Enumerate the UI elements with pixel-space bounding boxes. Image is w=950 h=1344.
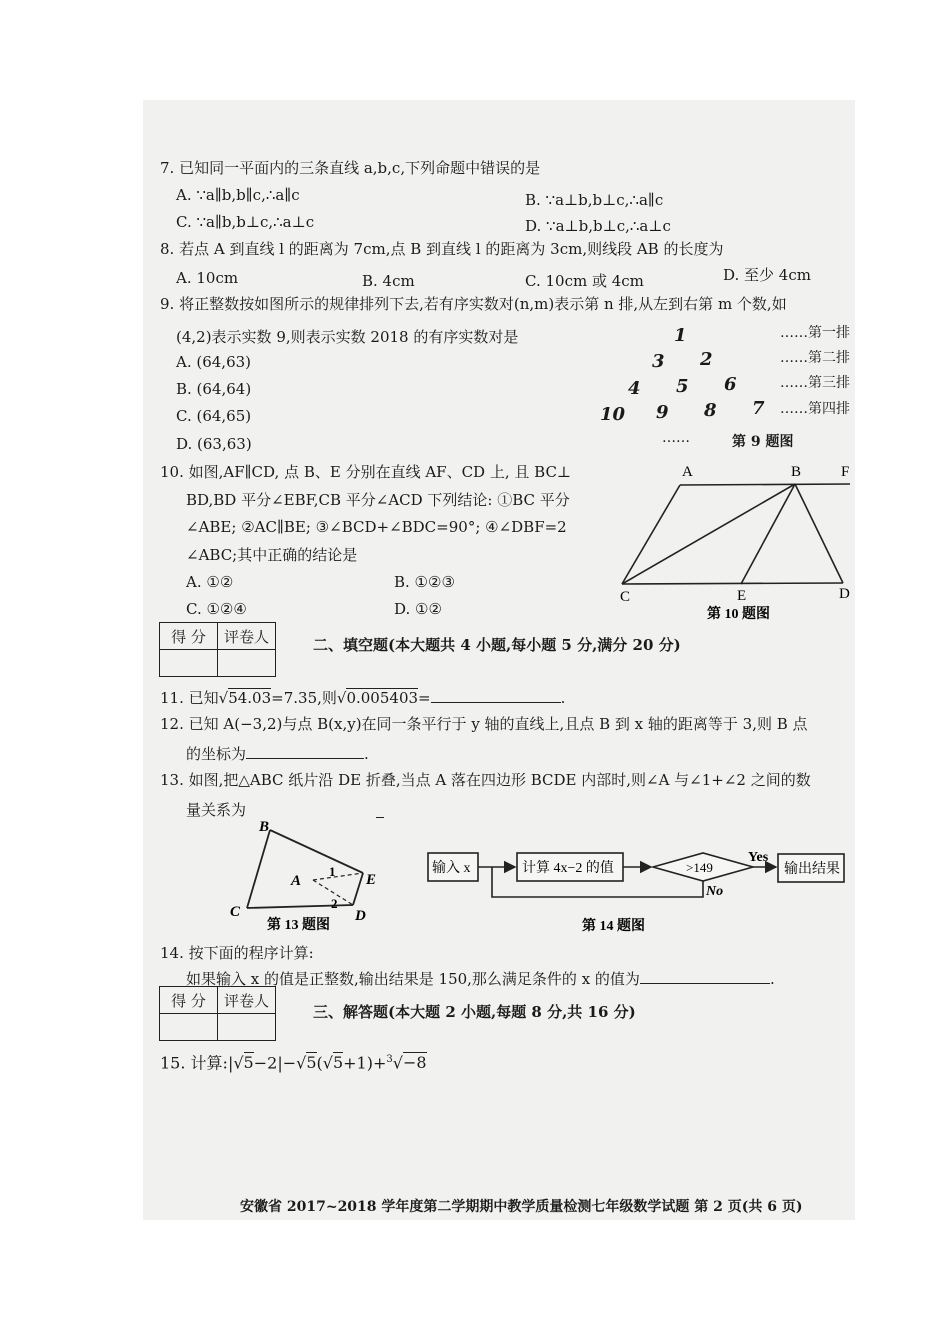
q13-figure bbox=[225, 815, 395, 935]
q10-label-d: D bbox=[839, 586, 850, 602]
score-header: 得 分 bbox=[160, 987, 218, 1014]
q10-label-c: C bbox=[620, 589, 631, 605]
q15 bbox=[160, 1050, 427, 1073]
q8-option-c: C. 10cm 或 4cm bbox=[525, 272, 644, 290]
q13-label-a: A bbox=[291, 873, 302, 889]
segment-bc bbox=[622, 484, 795, 584]
sqrt-sign-icon: √ bbox=[322, 1053, 333, 1073]
q9-option-c: C. (64,65) bbox=[176, 407, 252, 425]
q11-prefix: 11. 已知 bbox=[160, 689, 219, 707]
q14-line1: 14. 按下面的程序计算: bbox=[160, 944, 314, 962]
q9-option-a: A. (64,63) bbox=[176, 353, 252, 371]
score-cell bbox=[160, 1014, 218, 1041]
q12-line1: 12. 已知 A(−3,2)与点 B(x,y)在同一条平行于 y 轴的直线上,且点 B 到 x 轴的距离等于 3,则 B 点 bbox=[160, 715, 808, 733]
segment-bd bbox=[795, 484, 843, 583]
q9-stem-line2: (4,2)表示实数 9,则表示实数 2018 的有序实数对是 bbox=[176, 328, 519, 346]
q15-radicand: 5 bbox=[332, 1053, 344, 1073]
q8-stem: 8. 若点 A 到直线 l 的距离为 7cm,点 B 到直线 l 的距离为 3cm,则线段 AB 的长度为 bbox=[160, 240, 724, 258]
q15-minus-2: −2 bbox=[253, 1053, 278, 1073]
q9-fig-row-label: ……第一排 bbox=[780, 325, 850, 341]
q10-option-b: B. ①②③ bbox=[394, 573, 455, 591]
line-cd bbox=[622, 583, 843, 584]
q14-line2-text: 如果输入 x 的值是正整数,输出结果是 150,那么满足条件的 x 的值为 bbox=[186, 970, 640, 988]
grader-cell bbox=[218, 1014, 276, 1041]
paren-open: ( bbox=[316, 1053, 323, 1073]
q7-option-d: D. ∵a⊥b,b⊥c,∴a⊥c bbox=[525, 217, 671, 235]
q15-plus: + bbox=[372, 1053, 387, 1073]
q9-fig-number: 7 bbox=[752, 398, 765, 419]
abs-bar-icon: | bbox=[277, 1053, 283, 1073]
q15-cube-radicand: −8 bbox=[402, 1053, 427, 1073]
grader-header: 评卷人 bbox=[218, 987, 276, 1014]
sqrt-sign-icon: √ bbox=[218, 689, 229, 707]
q12-line2-text: 的坐标为 bbox=[186, 745, 247, 763]
flow-no-label: No bbox=[706, 884, 724, 899]
q11-equals: = bbox=[418, 689, 431, 707]
q8-option-b: B. 4cm bbox=[362, 272, 415, 290]
q10-label-e: E bbox=[737, 588, 747, 604]
q9-fig-number: 6 bbox=[724, 374, 737, 395]
q13-line1: 13. 如图,把△ABC 纸片沿 DE 折叠,当点 A 落在四边形 BCDE 内部时,则∠A 与∠1+∠2 之间的数 bbox=[160, 771, 811, 789]
q9-option-b: B. (64,64) bbox=[176, 380, 252, 398]
q10-option-a: A. ①② bbox=[186, 573, 234, 591]
score-box-section2 bbox=[159, 622, 276, 677]
line-af bbox=[680, 484, 850, 485]
flow-calc-label: 计算 4x−2 的值 bbox=[522, 861, 614, 876]
q7-option-a: A. ∵a∥b,b∥c,∴a∥c bbox=[176, 186, 300, 204]
flow-yes-label: Yes bbox=[748, 850, 769, 865]
flow-input-label: 输入 x bbox=[432, 861, 471, 876]
q9-fig-row-label: ……第四排 bbox=[780, 401, 850, 417]
q9-fig-number: 10 bbox=[600, 404, 626, 425]
score-header: 得 分 bbox=[160, 623, 218, 650]
q9-fig-caption: 第 9 题图 bbox=[732, 434, 794, 450]
q15-radicand: 5 bbox=[306, 1053, 317, 1073]
q10-line4: ∠ABC;其中正确的结论是 bbox=[186, 546, 358, 564]
q9-fig-number: 3 bbox=[652, 351, 665, 372]
flow-output-label: 输出结果 bbox=[784, 862, 840, 877]
q9-option-d: D. (63,63) bbox=[176, 435, 252, 453]
paren-close: ) bbox=[366, 1053, 373, 1073]
q9-stem-line1: 9. 将正整数按如图所示的规律排列下去,若有序实数对(n,m)表示第 n 排,从左到右第 m 个数,如 bbox=[160, 295, 787, 313]
q11-mid: =7.35,则 bbox=[271, 689, 337, 707]
q14-answer-blank bbox=[640, 969, 770, 984]
q10-line3: ∠ABE; ②AC∥BE; ③∠BCD+∠BDC=90°; ④∠DBF=2 bbox=[186, 518, 567, 536]
q9-fig-dots: …… bbox=[662, 430, 690, 446]
grader-cell bbox=[218, 650, 276, 677]
q14-flowchart bbox=[420, 845, 860, 940]
q9-fig-number: 4 bbox=[628, 378, 641, 399]
q13-fig-caption: 第 13 题图 bbox=[267, 918, 330, 933]
segment-bc bbox=[247, 830, 270, 908]
q13-line2: 量关系为 bbox=[186, 801, 247, 819]
q11-answer-blank bbox=[431, 688, 561, 703]
q9-fig-row-label: ……第三排 bbox=[780, 375, 850, 391]
q8-option-a: A. 10cm bbox=[176, 269, 239, 287]
q15-radicand: 5 bbox=[243, 1053, 254, 1073]
q10-line2: BD,BD 平分∠EBF,CB 平分∠ACD 下列结论: ①BC 平分 bbox=[186, 491, 570, 509]
q13-angle-2: 2 bbox=[331, 896, 338, 911]
fold-segment-ae bbox=[313, 873, 363, 880]
q7-option-b: B. ∵a⊥b,b⊥c,∴a∥c bbox=[525, 191, 664, 209]
q9-fig-number: 2 bbox=[700, 349, 713, 370]
q13-label-e: E bbox=[366, 872, 377, 888]
q13-angle-1: 1 bbox=[329, 864, 336, 879]
q10-fig-caption: 第 10 题图 bbox=[707, 607, 770, 622]
q11-radicand-1: 54.03 bbox=[228, 689, 272, 707]
q10-line1: 10. 如图,AF∥CD, 点 B、E 分别在直线 AF、CD 上, 且 BC⊥ bbox=[160, 463, 572, 481]
q9-fig-row-label: ……第二排 bbox=[780, 350, 850, 366]
q10-figure bbox=[600, 455, 860, 630]
score-cell bbox=[160, 650, 218, 677]
flow-decision-label: >149 bbox=[686, 860, 713, 875]
q9-fig-number: 1 bbox=[674, 325, 687, 346]
q13-label-b: B bbox=[259, 819, 270, 835]
page-footer: 安徽省 2017~2018 学年度第二学期期中教学质量检测七年级数学试题 第 2 页(共 6 页) bbox=[240, 1199, 803, 1215]
q12-end: . bbox=[364, 745, 369, 763]
sqrt-sign-icon: √ bbox=[336, 689, 347, 707]
sqrt-sign-icon: √ bbox=[392, 1053, 403, 1073]
sqrt-sign-icon: √ bbox=[296, 1053, 307, 1073]
q10-option-d: D. ①② bbox=[394, 600, 442, 618]
q10-label-f: F bbox=[841, 464, 850, 480]
section3-heading: 三、解答题(本大题 2 小题,每题 8 分,共 16 分) bbox=[313, 1003, 636, 1021]
q14-end: . bbox=[769, 970, 775, 988]
section2-heading: 二、填空题(本大题共 4 小题,每小题 5 分,满分 20 分) bbox=[313, 636, 681, 654]
sqrt-sign-icon: √ bbox=[233, 1053, 244, 1073]
q11-end: . bbox=[560, 689, 566, 707]
q9-fig-number: 9 bbox=[656, 402, 669, 423]
q11-radicand-2: 0.005403 bbox=[346, 689, 419, 707]
q9-fig-number: 8 bbox=[704, 400, 717, 421]
segment-be bbox=[270, 830, 363, 873]
q12-answer-blank bbox=[246, 744, 364, 759]
q13-label-d: D bbox=[355, 908, 366, 924]
q12-line2 bbox=[186, 744, 369, 764]
q15-minus: − bbox=[282, 1053, 297, 1073]
q10-label-b: B bbox=[791, 464, 802, 480]
score-box-section3 bbox=[159, 986, 276, 1041]
q13-label-c: C bbox=[230, 904, 241, 920]
segment-ac bbox=[622, 485, 680, 584]
q15-plus-1: +1 bbox=[343, 1053, 367, 1073]
q7-stem: 7. 已知同一平面内的三条直线 a,b,c,下列命题中错误的是 bbox=[160, 159, 541, 177]
q7-option-c: C. ∵a∥b,b⊥c,∴a⊥c bbox=[176, 213, 315, 231]
q11 bbox=[160, 688, 565, 708]
q10-option-c: C. ①②④ bbox=[186, 600, 247, 618]
abs-bar-icon: | bbox=[227, 1053, 234, 1073]
q15-prefix: 15. 计算: bbox=[160, 1053, 228, 1073]
q8-option-d: D. 至少 4cm bbox=[723, 266, 811, 284]
q10-label-a: A bbox=[682, 464, 693, 480]
q14-fig-caption: 第 14 题图 bbox=[582, 919, 645, 934]
q15-cube-index: 3 bbox=[386, 1054, 393, 1065]
grader-header: 评卷人 bbox=[218, 623, 276, 650]
q9-fig-number: 5 bbox=[676, 376, 689, 397]
